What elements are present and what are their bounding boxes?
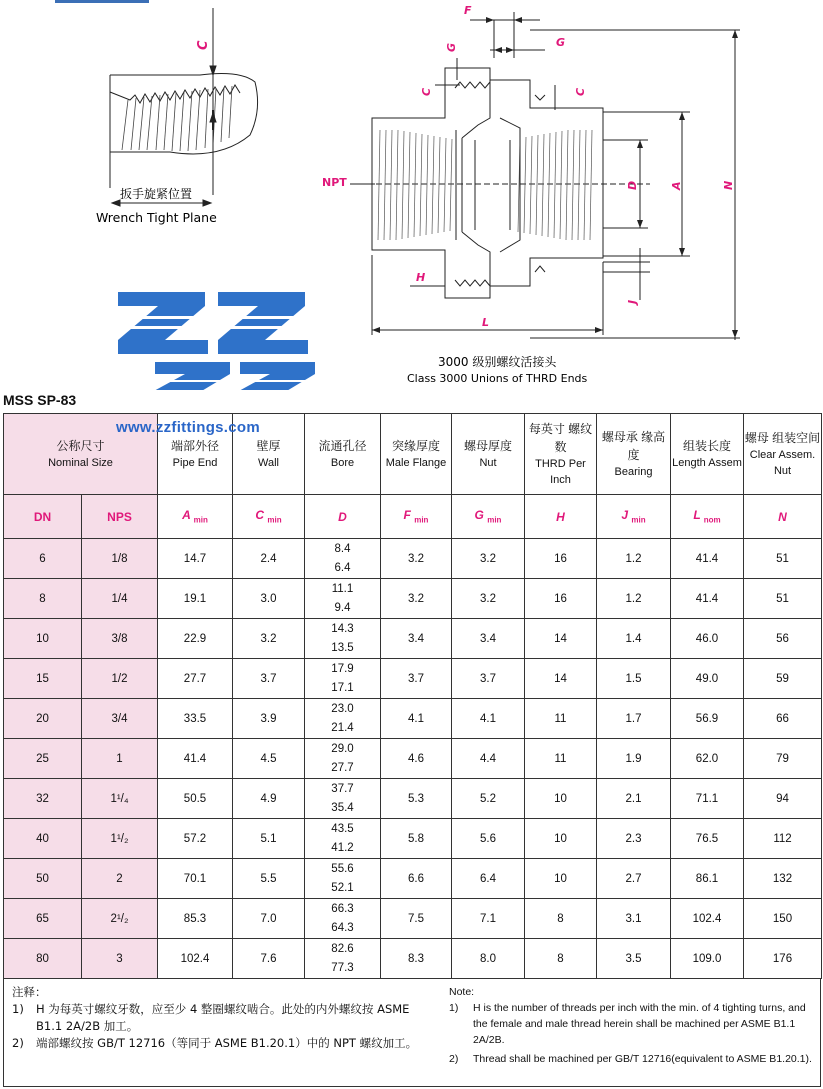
cell-j: 2.3 <box>597 819 671 859</box>
cell-a: 102.4 <box>158 939 233 979</box>
cell-dn: 40 <box>4 819 82 859</box>
cell-c: 2.4 <box>233 539 305 579</box>
label-f: F <box>464 4 472 17</box>
cell-l: 56.9 <box>671 699 744 739</box>
technical-drawing <box>0 0 823 390</box>
cell-j: 1.2 <box>597 579 671 619</box>
cell-n: 112 <box>744 819 822 859</box>
symbol-dn: DN <box>4 495 82 539</box>
cell-d-max: 82.6 <box>331 942 354 955</box>
cell-dn: 32 <box>4 779 82 819</box>
table-row <box>4 659 822 699</box>
cell-d-max: 66.3 <box>331 902 354 915</box>
cell-c: 3.2 <box>233 619 305 659</box>
cell-n: 51 <box>744 579 822 619</box>
table-row <box>4 579 822 619</box>
cell-h: 11 <box>525 699 597 739</box>
standard-label: MSS SP-83 <box>3 392 77 408</box>
cell-g: 3.2 <box>452 579 525 619</box>
cell-l: 86.1 <box>671 859 744 899</box>
header-bearing: 螺母承 缘高度 Bearing <box>597 414 671 495</box>
note-cn-2: 2) 端部螺纹按 GB/T 12716（等同于 ASME B1.20.1）中的 NPT 螺纹加工。 <box>12 1036 418 1050</box>
dimension-table <box>3 413 822 979</box>
table-row <box>4 899 822 939</box>
cell-h: 10 <box>525 859 597 899</box>
cell-h: 8 <box>525 899 597 939</box>
cell-nps: 2 <box>82 859 158 899</box>
cell-l: 41.4 <box>671 539 744 579</box>
cell-f: 6.6 <box>381 859 452 899</box>
label-c-union-left: C <box>420 87 433 96</box>
cell-a: 41.4 <box>158 739 233 779</box>
wrench-caption-en: Wrench Tight Plane <box>96 210 217 225</box>
cell-dn: 20 <box>4 699 82 739</box>
cell-d <box>305 579 381 619</box>
cell-d <box>305 699 381 739</box>
cell-nps: 3 <box>82 939 158 979</box>
table-row <box>4 539 822 579</box>
cell-g: 3.4 <box>452 619 525 659</box>
cell-f: 3.7 <box>381 659 452 699</box>
cell-h: 16 <box>525 539 597 579</box>
cell-d-min: 41.2 <box>331 841 354 854</box>
cell-c: 4.9 <box>233 779 305 819</box>
cell-j: 1.4 <box>597 619 671 659</box>
cell-nps: 1/2 <box>82 659 158 699</box>
cell-l: 76.5 <box>671 819 744 859</box>
table-row <box>4 699 822 739</box>
header-wall: 壁厚 Wall <box>233 414 305 495</box>
cell-a: 33.5 <box>158 699 233 739</box>
symbol-h: H <box>525 495 597 539</box>
cell-d <box>305 899 381 939</box>
cell-f: 4.6 <box>381 739 452 779</box>
cell-d <box>305 539 381 579</box>
cell-g: 4.1 <box>452 699 525 739</box>
drawing-caption-en: Class 3000 Unions of THRD Ends <box>407 372 588 385</box>
cell-h: 8 <box>525 939 597 979</box>
cell-h: 11 <box>525 739 597 779</box>
table-row <box>4 859 822 899</box>
label-c-union-right: C <box>574 87 587 96</box>
cell-a: 14.7 <box>158 539 233 579</box>
cell-a: 50.5 <box>158 779 233 819</box>
notes-cn-title: 注释： <box>12 985 47 999</box>
cell-d-min: 17.1 <box>331 681 354 694</box>
cell-f: 3.2 <box>381 579 452 619</box>
cell-a: 70.1 <box>158 859 233 899</box>
cell-d-min: 52.1 <box>331 881 354 894</box>
cell-n: 66 <box>744 699 822 739</box>
cell-j: 3.5 <box>597 939 671 979</box>
header-male-flange: 突缘厚度 Male Flange <box>381 414 452 495</box>
cell-c: 4.5 <box>233 739 305 779</box>
cell-f: 8.3 <box>381 939 452 979</box>
cell-n: 51 <box>744 539 822 579</box>
cell-l: 49.0 <box>671 659 744 699</box>
cell-d-min: 27.7 <box>331 761 354 774</box>
cell-nps: 1¹/₄ <box>82 779 158 819</box>
cell-d-max: 55.6 <box>331 862 354 875</box>
cell-c: 3.0 <box>233 579 305 619</box>
cell-dn: 50 <box>4 859 82 899</box>
cell-g: 7.1 <box>452 899 525 939</box>
notes-cn <box>12 984 432 1052</box>
cell-l: 102.4 <box>671 899 744 939</box>
symbol-c: C $_{min}$ <box>233 495 305 539</box>
header-thrd-per-inch: 每英寸 螺纹数 THRD Per Inch <box>525 414 597 495</box>
label-d: D <box>626 180 639 190</box>
cell-dn: 25 <box>4 739 82 779</box>
cell-nps: 1/8 <box>82 539 158 579</box>
cell-nps: 1¹/₂ <box>82 819 158 859</box>
symbol-a: A $_{min}$ <box>158 495 233 539</box>
cell-l: 71.1 <box>671 779 744 819</box>
cell-d-max: 17.9 <box>331 662 354 675</box>
cell-c: 3.9 <box>233 699 305 739</box>
label-l: L <box>482 316 490 329</box>
header-bore: 流通孔径 Bore <box>305 414 381 495</box>
cell-a: 27.7 <box>158 659 233 699</box>
cell-g: 4.4 <box>452 739 525 779</box>
cell-nps: 2¹/₂ <box>82 899 158 939</box>
note-en-1: 1) H is the number of threads per inch with the min. of 4 tighting turns, and the female and male thread herein shall be machined per ASME B1.1 2A/2B. <box>449 1002 806 1046</box>
cell-f: 5.8 <box>381 819 452 859</box>
note-en-2: 2) Thread shall be machined per GB/T 12716(equivalent to ASME B1.20.1). <box>449 1053 812 1065</box>
cell-d-min: 35.4 <box>331 801 354 814</box>
cell-f: 4.1 <box>381 699 452 739</box>
table-row <box>4 739 822 779</box>
cell-n: 79 <box>744 739 822 779</box>
cell-j: 2.7 <box>597 859 671 899</box>
cell-n: 56 <box>744 619 822 659</box>
table-row <box>4 779 822 819</box>
cell-nps: 3/4 <box>82 699 158 739</box>
label-g-left: G <box>445 42 458 52</box>
table-row <box>4 939 822 979</box>
cell-j: 1.9 <box>597 739 671 779</box>
cell-g: 5.2 <box>452 779 525 819</box>
cell-c: 3.7 <box>233 659 305 699</box>
cell-dn: 10 <box>4 619 82 659</box>
cell-d <box>305 619 381 659</box>
cell-d-max: 14.3 <box>331 622 354 635</box>
cell-n: 94 <box>744 779 822 819</box>
symbol-n: N <box>744 495 822 539</box>
cell-a: 22.9 <box>158 619 233 659</box>
cell-c: 7.6 <box>233 939 305 979</box>
cell-d-max: 43.5 <box>331 822 354 835</box>
note-cn-1: 1) H 为每英寸螺纹牙数，应至少 4 整圈螺纹啮合。此处的内外螺纹按 ASME B1.1 2A/2B 加工。 <box>12 1002 410 1033</box>
cell-g: 3.7 <box>452 659 525 699</box>
cell-d-min: 77.3 <box>331 961 354 974</box>
cell-l: 62.0 <box>671 739 744 779</box>
cell-d <box>305 819 381 859</box>
cell-nps: 3/8 <box>82 619 158 659</box>
wrench-caption-cn: 扳手旋紧位置 <box>120 187 193 201</box>
cell-c: 7.0 <box>233 899 305 939</box>
cell-f: 3.4 <box>381 619 452 659</box>
cell-d-max: 11.1 <box>331 582 354 595</box>
header-nominal-size: 公称尺寸 Nominal Size <box>4 414 158 495</box>
label-n: N <box>722 180 735 190</box>
symbol-l: L $_{nom}$ <box>671 495 744 539</box>
zz-logo <box>118 292 317 390</box>
cell-d-max: 23.0 <box>331 702 354 715</box>
cell-n: 132 <box>744 859 822 899</box>
cell-j: 1.7 <box>597 699 671 739</box>
cell-a: 85.3 <box>158 899 233 939</box>
notes-en <box>449 984 817 1067</box>
header-length-assem: 组装长度 Length Assem <box>671 414 744 495</box>
cell-d-max: 29.0 <box>331 742 354 755</box>
symbol-d: D <box>305 495 381 539</box>
cell-n: 176 <box>744 939 822 979</box>
cell-dn: 8 <box>4 579 82 619</box>
table-row <box>4 819 822 859</box>
website-url[interactable]: www.zzfittings.com <box>116 419 261 436</box>
cell-dn: 65 <box>4 899 82 939</box>
cell-d-max: 8.4 <box>334 542 351 555</box>
cell-j: 1.5 <box>597 659 671 699</box>
cell-f: 5.3 <box>381 779 452 819</box>
label-a: A <box>670 181 683 190</box>
cell-a: 57.2 <box>158 819 233 859</box>
cell-n: 150 <box>744 899 822 939</box>
cell-l: 109.0 <box>671 939 744 979</box>
wrench-detail <box>110 8 258 206</box>
header-pipe-end: 端部外径 Pipe End <box>158 414 233 495</box>
cell-d-min: 9.4 <box>334 601 351 614</box>
cell-d <box>305 939 381 979</box>
cell-d <box>305 779 381 819</box>
cell-h: 16 <box>525 579 597 619</box>
cell-a: 19.1 <box>158 579 233 619</box>
cell-g: 6.4 <box>452 859 525 899</box>
symbol-f: F $_{min}$ <box>381 495 452 539</box>
cell-l: 41.4 <box>671 579 744 619</box>
cell-dn: 6 <box>4 539 82 579</box>
cell-j: 1.2 <box>597 539 671 579</box>
cell-h: 10 <box>525 819 597 859</box>
cell-d-min: 6.4 <box>334 561 351 574</box>
cell-d-min: 21.4 <box>331 721 354 734</box>
cell-h: 14 <box>525 659 597 699</box>
cell-g: 8.0 <box>452 939 525 979</box>
cell-h: 10 <box>525 779 597 819</box>
cell-nps: 1 <box>82 739 158 779</box>
union-drawing <box>350 12 740 340</box>
table-symbol-row <box>4 495 822 539</box>
cell-g: 5.6 <box>452 819 525 859</box>
cell-f: 3.2 <box>381 539 452 579</box>
cell-c: 5.5 <box>233 859 305 899</box>
cell-c: 5.1 <box>233 819 305 859</box>
cell-g: 3.2 <box>452 539 525 579</box>
cell-d-max: 37.7 <box>331 782 354 795</box>
cell-h: 14 <box>525 619 597 659</box>
table-row <box>4 619 822 659</box>
label-c-left: C <box>196 40 211 50</box>
symbol-nps: NPS <box>82 495 158 539</box>
cell-n: 59 <box>744 659 822 699</box>
symbol-g: G $_{min}$ <box>452 495 525 539</box>
cell-j: 2.1 <box>597 779 671 819</box>
cell-l: 46.0 <box>671 619 744 659</box>
drawing-caption-cn: 3000 级别螺纹活接头 <box>438 355 557 369</box>
label-j: J <box>626 299 639 304</box>
cell-dn: 15 <box>4 659 82 699</box>
symbol-j: J $_{min}$ <box>597 495 671 539</box>
cell-d <box>305 659 381 699</box>
header-nut: 螺母厚度 Nut <box>452 414 525 495</box>
header-clear-assem-nut: 螺母 组装空间 Clear Assem. Nut <box>744 414 822 495</box>
cell-j: 3.1 <box>597 899 671 939</box>
cell-dn: 80 <box>4 939 82 979</box>
cell-d <box>305 859 381 899</box>
cell-d <box>305 739 381 779</box>
label-h: H <box>416 271 426 284</box>
label-npt: NPT <box>322 176 347 189</box>
cell-nps: 1/4 <box>82 579 158 619</box>
cell-d-min: 64.3 <box>331 921 354 934</box>
label-g-right: G <box>556 36 566 49</box>
notes-box <box>3 978 821 1087</box>
cell-d-min: 13.5 <box>331 641 354 654</box>
notes-en-title: Note: <box>449 986 475 998</box>
cell-f: 7.5 <box>381 899 452 939</box>
